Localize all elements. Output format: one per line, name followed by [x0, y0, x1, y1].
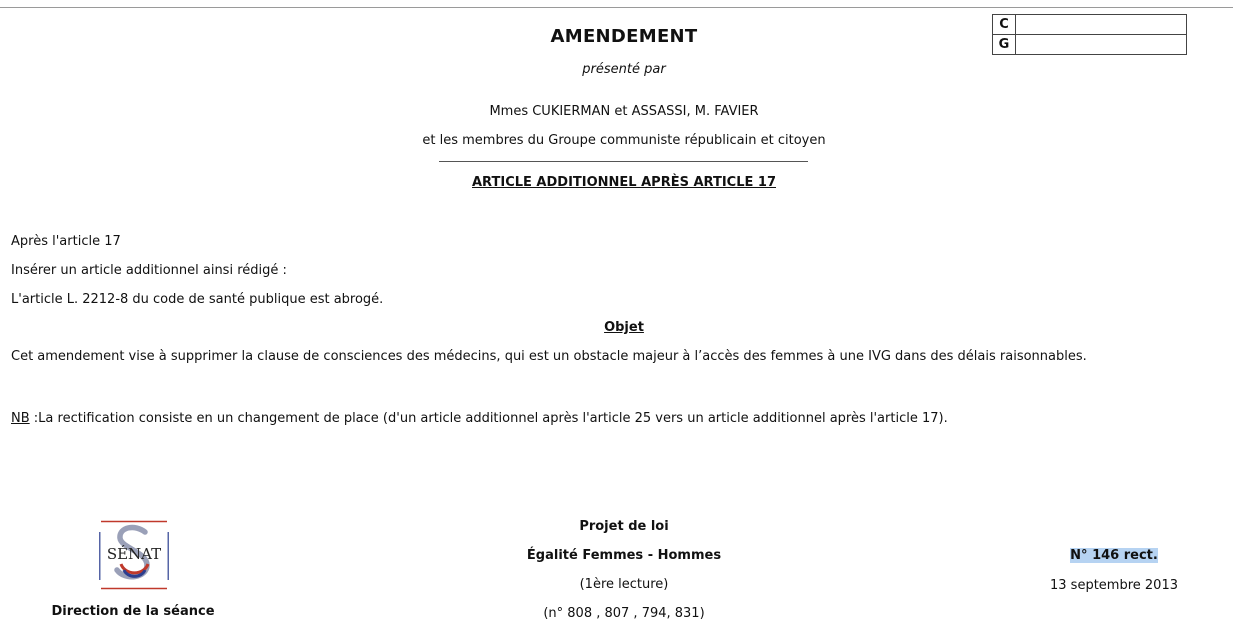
bill-type: Projet de loi	[579, 519, 669, 534]
nb-label: NB	[11, 411, 30, 426]
reading: (1ère lecture)	[579, 577, 669, 592]
group: et les membres du Groupe communiste républicain et citoyen	[422, 133, 826, 148]
nb-note	[11, 411, 948, 426]
objet-text: Cet amendement vise à supprimer la clause de consciences des médecins, qui est un obstacle majeur à l’accès des femmes à une IVG dans des délais raisonnables.	[11, 349, 1087, 364]
body-line-2: Insérer un article additionnel ainsi rédigé :	[11, 263, 287, 278]
body-line-3: L'article L. 2212-8 du code de santé publique est abrogé.	[11, 292, 384, 307]
article-heading: ARTICLE ADDITIONNEL APRÈS ARTICLE 17	[472, 175, 776, 190]
presented-by: présenté par	[582, 62, 666, 77]
amendment-number-wrap	[1040, 548, 1188, 563]
status-box-c-value	[1016, 15, 1187, 35]
authors: Mmes CUKIERMAN et ASSASSI, M. FAVIER	[489, 104, 759, 119]
body-line-1: Après l'article 17	[11, 234, 121, 249]
document-title: AMENDEMENT	[550, 26, 698, 47]
status-box-g-label: G	[993, 35, 1016, 55]
bill-name: Égalité Femmes - Hommes	[526, 548, 722, 563]
nb-text: :La rectification consiste en un changement de place (d'un article additionnel après l'article 25 vers un article additionnel après l'article 17).	[29, 411, 948, 426]
senat-logo	[99, 520, 169, 590]
top-rule	[0, 7, 1233, 8]
document-numbers: (n° 808 , 807 , 794, 831)	[543, 606, 705, 621]
objet-heading: Objet	[604, 320, 644, 335]
separator	[439, 161, 808, 162]
amendment-number: N° 146 rect.	[1070, 548, 1158, 563]
status-box	[992, 14, 1187, 55]
direction-label: Direction de la séance	[51, 604, 215, 619]
status-box-g-value	[1016, 35, 1187, 55]
amendment-date: 13 septembre 2013	[1050, 578, 1178, 593]
logo-text: SÉNAT	[106, 545, 162, 563]
status-box-c-label: C	[993, 15, 1016, 35]
